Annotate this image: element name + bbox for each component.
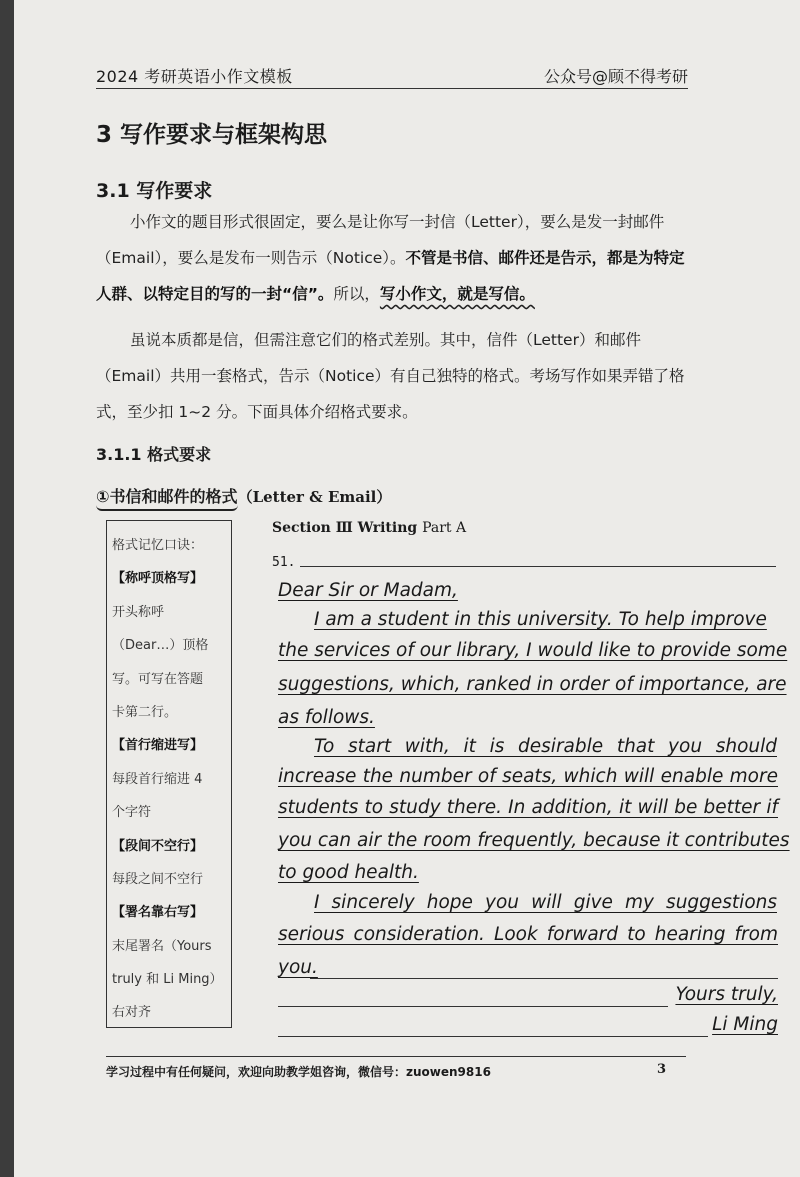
mnemonic-line: 每段首行缩进 4 <box>112 771 203 787</box>
intro-sentence-1: 小作文的题目形式很固定，要么是让你写一封信（Letter），要么是发一封邮件（Email），要么是发布一则告示（Notice）。 <box>96 213 665 267</box>
letter-line: to good health. <box>278 862 419 883</box>
mnemonic-line: 开头称呼 <box>112 604 165 620</box>
section-3-1-heading: 3.1 写作要求 <box>96 180 213 202</box>
intro-sentence-4: 写小作文，就是写信。 <box>379 285 535 303</box>
mnemonic-rule: 【称呼顶格写】 <box>112 571 204 587</box>
page-number: 3 <box>656 1062 666 1077</box>
letter-signature: Li Ming <box>712 1014 778 1035</box>
letter-line: I am a student in this university. To help improve <box>314 609 767 630</box>
letter-line: serious consideration. Look forward to hearing from <box>278 924 778 945</box>
letter-email-format-heading <box>96 484 391 507</box>
mnemonic-rule: 【署名靠右写】 <box>112 905 204 921</box>
answer-rule <box>278 1036 708 1037</box>
answer-sheet-section: Section Ⅲ Writing <box>272 520 418 536</box>
intro-paragraph <box>96 204 696 312</box>
letter-line: as follows. <box>278 707 375 728</box>
page-header <box>96 58 688 89</box>
page-footer <box>106 1056 686 1081</box>
format-paragraph: 虽说本质都是信，但需注意它们的格式差别。其中，信件（Letter）和邮件（Email）共用一套格式，告示（Notice）有自己独特的格式。考场写作如果弄错了格式，至少扣 1~2 分。下面具体介绍格式要求。 <box>96 331 685 421</box>
mnemonic-rule: 【段间不空行】 <box>112 838 204 854</box>
answer-rule <box>300 566 776 567</box>
mnemonic-line: 末尾署名（Yours <box>112 938 212 954</box>
format-mnemonic-box <box>106 520 232 1028</box>
letter-line: I sincerely hope you will give my suggestions <box>314 892 777 913</box>
mnemonic-line: 写。可写在答题 <box>112 671 204 687</box>
answer-sheet-part: Part A <box>422 520 467 536</box>
mnemonic-line: 右对齐 <box>112 1005 152 1021</box>
letter-closing: Yours truly, <box>675 984 778 1005</box>
mnemonic-rule: 【首行缩进写】 <box>112 738 204 754</box>
question-number: 51. <box>272 555 296 570</box>
footer-note: 学习过程中有任何疑问，欢迎向助教学姐咨询，微信号：zuowen9816 <box>106 1065 491 1079</box>
mnemonic-line: （Dear…）顶格 <box>112 638 209 654</box>
answer-sheet-section-label <box>272 520 466 536</box>
mnemonic-line: 卡第二行。 <box>112 704 178 720</box>
letter-email-format-title: ①书信和邮件的格式 <box>96 487 238 511</box>
letter-line: suggestions, which, ranked in order of importance, are <box>278 674 787 695</box>
mnemonic-line: truly 和 Li Ming） <box>112 972 223 988</box>
answer-rule <box>310 978 778 979</box>
section-3-heading: 3 写作要求与框架构思 <box>96 122 328 148</box>
letter-email-format-subtitle: （Letter & Email） <box>237 488 392 506</box>
answer-rule <box>278 1006 668 1007</box>
header-title: 2024 考研英语小作文模板 <box>96 67 293 86</box>
letter-line: the services of our library, I would like to provide some <box>278 640 788 661</box>
intro-sentence-3: 所以， <box>333 285 380 303</box>
document-page <box>14 0 800 1177</box>
header-account: 公众号@顾不得考研 <box>543 67 688 86</box>
letter-line: you can air the room frequently, because it contributes <box>278 830 790 851</box>
section-3-1-1-heading: 3.1.1 格式要求 <box>96 445 212 464</box>
letter-salutation: Dear Sir or Madam, <box>278 580 458 601</box>
intro-sentence-2: 不管是书信、邮件还是告示，都是为特定人群、以特定目的写的一封“信”。 <box>96 249 685 303</box>
letter-line: you. <box>278 957 318 978</box>
letter-line: To start with, it is desirable that you should <box>314 736 777 757</box>
letter-line: students to study there. In addition, it will be better if <box>278 797 778 818</box>
letter-line: increase the number of seats, which will enable more <box>278 766 778 787</box>
mnemonic-line: 个字符 <box>112 805 152 821</box>
mnemonic-line: 每段之间不空行 <box>112 871 204 887</box>
mnemonic-line: 格式记忆口诀： <box>112 538 204 553</box>
